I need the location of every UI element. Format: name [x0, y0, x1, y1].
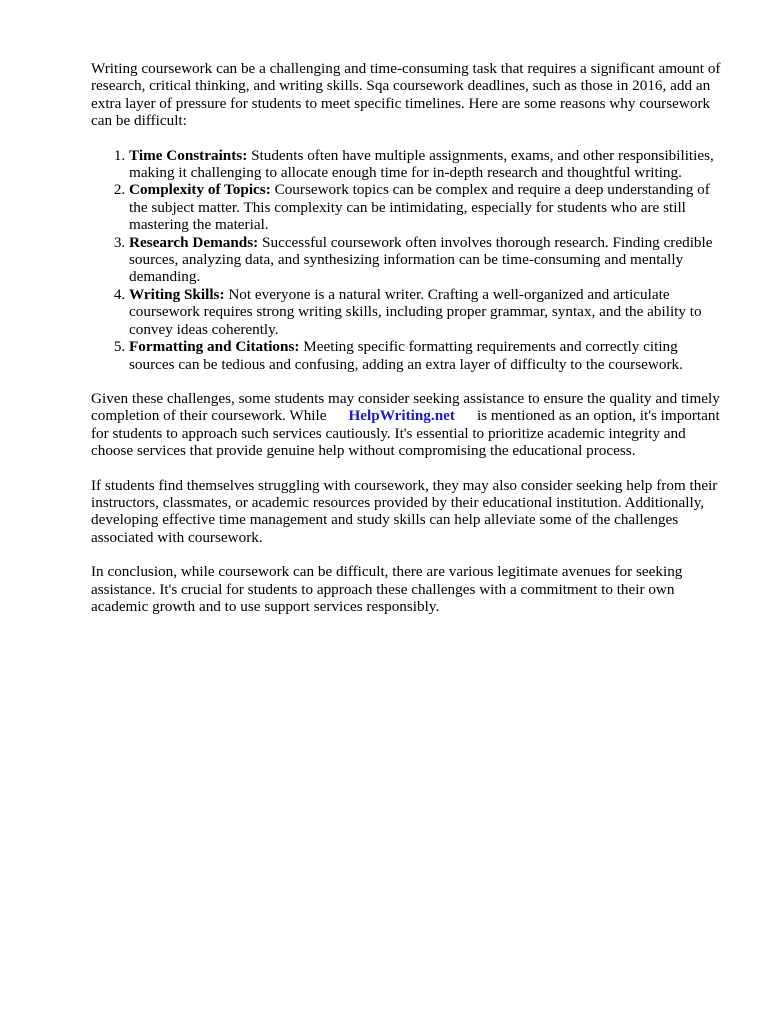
list-item: [129, 338, 721, 373]
reason-term: Time Constraints:: [129, 146, 248, 164]
reason-text: Students often have multiple assignments, exams, and other responsibilities, making it challenging to allocate enough time for in-depth research and thoughtful writing.: [129, 146, 714, 182]
reason-term: Complexity of Topics:: [129, 181, 271, 199]
list-item: [129, 286, 721, 338]
assistance-text-before: Given these challenges, some students may consider seeking assistance to ensure the quality and timely completion of their coursework. While: [91, 389, 720, 425]
reason-term: Writing Skills:: [129, 285, 225, 303]
reason-text: Meeting specific formatting requirements and correctly citing sources can be tedious and confusing, adding an extra layer of difficulty to the coursework.: [129, 338, 683, 373]
reason-term: Research Demands:: [129, 233, 259, 251]
list-item: [129, 234, 721, 286]
list-item: [129, 147, 721, 182]
helpwriting-link[interactable]: HelpWriting.net: [348, 407, 455, 425]
reasons-list: [91, 147, 721, 373]
assistance-text-after: is mentioned as an option, it's important for students to approach such services cautiously. It's essential to prioritize academic integrity and choose services that provide genuine help without compromising the educational process.: [91, 407, 720, 460]
document-page: [91, 60, 721, 632]
reason-term: Formatting and Citations:: [129, 338, 300, 356]
intro-paragraph: Writing coursework can be a challenging and time-consuming task that requires a significant amount of research, critical thinking, and writing skills. Sqa coursework deadlines, such as those in 2016, add an extra layer of pressure for students to meet specific timelines. Here are some reasons why coursework can be difficult:: [91, 60, 721, 130]
list-item: [129, 181, 721, 233]
help-paragraph: If students find themselves struggling with coursework, they may also consider seeking help from their instructors, classmates, or academic resources provided by their educational institution. Additionally, developing effective time management and study skills can help alleviate some of the challenges associated with coursework.: [91, 476, 718, 546]
assistance-paragraph: [91, 390, 721, 460]
reason-text: Coursework topics can be complex and require a deep understanding of the subject matter. This complexity can be intimidating, especially for students who are still mastering the material.: [129, 181, 710, 234]
reason-text: Not everyone is a natural writer. Crafting a well-organized and articulate coursework requires strong writing skills, including proper grammar, syntax, and the ability to convey ideas coherently.: [129, 285, 702, 338]
conclusion-paragraph: In conclusion, while coursework can be difficult, there are various legitimate avenues for seeking assistance. It's crucial for students to approach these challenges with a commitment to their own academic growth and to use support services responsibly.: [91, 563, 683, 615]
reason-text: Successful coursework often involves thorough research. Finding credible sources, analyzing data, and synthesizing information can be time-consuming and mentally demanding.: [129, 233, 713, 286]
